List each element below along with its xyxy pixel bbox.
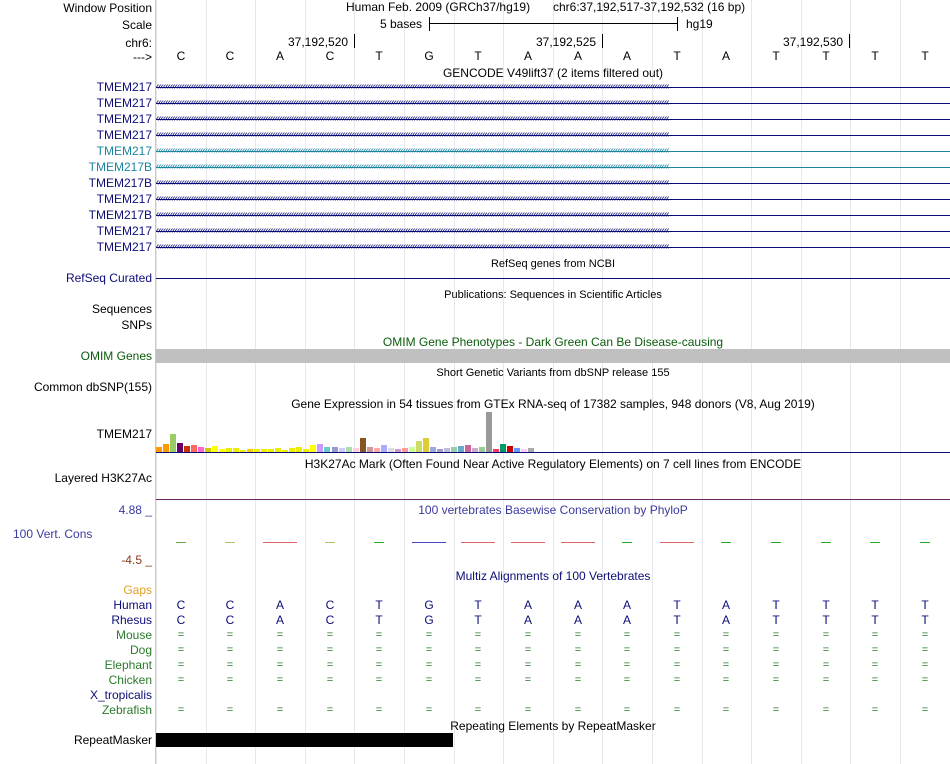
alignment-base: C — [225, 613, 235, 627]
tick-label-3: 37,192,530 — [783, 35, 844, 49]
alignment-match-mark: = — [574, 674, 582, 686]
phylop-score — [771, 542, 781, 543]
gencode-transcript-label[interactable]: TMEM217 — [96, 192, 152, 206]
phylop-score — [176, 542, 186, 543]
phylop-score — [225, 542, 235, 543]
gencode-transcript-label[interactable]: TMEM217 — [96, 224, 152, 238]
alignment-base: A — [721, 598, 730, 612]
phylop-title: 100 vertebrates Basewise Conservation by PhyloP — [418, 503, 688, 517]
alignment-base: A — [523, 598, 532, 612]
alignment-match-mark: = — [177, 629, 185, 641]
gencode-transcript-label[interactable]: TMEM217 — [96, 96, 152, 110]
alignment-match-mark: = — [673, 644, 681, 656]
alignment-match-mark: = — [623, 674, 631, 686]
dbsnp-title: Short Genetic Variants from dbSNP release 155 — [436, 367, 670, 379]
gtex-tissue-bar[interactable] — [177, 443, 183, 452]
gtex-tissue-bar[interactable] — [163, 444, 169, 452]
gtex-tissue-bar[interactable] — [500, 444, 506, 452]
alignment-match-mark: = — [474, 704, 482, 716]
alignment-match-mark: = — [474, 644, 482, 656]
gtex-tissue-bar[interactable] — [486, 412, 492, 452]
alignment-match-mark: = — [276, 644, 284, 656]
alignment-match-mark: = — [375, 629, 383, 641]
alignment-match-mark: = — [871, 629, 879, 641]
alignment-match-mark: = — [474, 659, 482, 671]
alignment-match-mark: = — [822, 674, 830, 686]
phylop-score — [263, 542, 297, 543]
scale-label: Scale — [121, 18, 152, 32]
strand-arrows: ‹‹‹‹‹‹‹‹‹‹‹‹‹‹‹‹‹‹‹‹‹‹‹‹‹‹‹‹‹‹‹‹‹‹‹‹‹‹‹‹‹‹‹‹‹‹‹‹‹‹‹‹‹‹‹‹‹‹‹‹‹‹‹‹‹‹‹‹‹‹‹‹‹‹‹‹‹‹‹‹‹‹‹‹‹‹‹‹‹‹‹‹‹‹‹‹‹‹‹‹‹‹‹‹‹‹‹‹‹‹‹‹‹‹‹‹‹‹‹‹‹‹‹‹‹‹‹‹‹‹‹‹‹‹‹‹‹‹‹‹‹‹‹‹‹‹‹‹‹‹‹‹‹‹‹‹‹‹‹‹‹‹‹‹‹‹‹‹‹‹‹‹‹‹‹‹‹‹‹‹‹‹‹‹‹‹‹‹‹‹‹‹‹‹‹‹‹‹‹‹‹‹‹‹‹‹‹‹‹‹‹‹‹‹‹‹‹‹‹‹ — [156, 162, 669, 172]
strand-arrows: ‹‹‹‹‹‹‹‹‹‹‹‹‹‹‹‹‹‹‹‹‹‹‹‹‹‹‹‹‹‹‹‹‹‹‹‹‹‹‹‹‹‹‹‹‹‹‹‹‹‹‹‹‹‹‹‹‹‹‹‹‹‹‹‹‹‹‹‹‹‹‹‹‹‹‹‹‹‹‹‹‹‹‹‹‹‹‹‹‹‹‹‹‹‹‹‹‹‹‹‹‹‹‹‹‹‹‹‹‹‹‹‹‹‹‹‹‹‹‹‹‹‹‹‹‹‹‹‹‹‹‹‹‹‹‹‹‹‹‹‹‹‹‹‹‹‹‹‹‹‹‹‹‹‹‹‹‹‹‹‹‹‹‹‹‹‹‹‹‹‹‹‹‹‹‹‹‹‹‹‹‹‹‹‹‹‹‹‹‹‹‹‹‹‹‹‹‹‹‹‹‹‹‹‹‹‹‹‹‹‹‹‹‹‹‹‹‹‹‹‹ — [156, 178, 669, 188]
scale-text: 5 bases — [380, 17, 423, 31]
repeatmasker-label[interactable]: RepeatMasker — [73, 733, 152, 747]
base-letter: A — [573, 49, 582, 63]
gtex-tissue-bar[interactable] — [317, 444, 323, 452]
alignment-base: T — [871, 613, 879, 627]
gtex-gene-line — [156, 452, 950, 453]
alignment-match-mark: = — [574, 704, 582, 716]
alignment-match-mark: = — [177, 644, 185, 656]
alignment-base: C — [325, 598, 335, 612]
species-label[interactable]: X_tropicalis — [89, 688, 152, 702]
phylop-score — [561, 542, 595, 543]
species-label[interactable]: Human — [113, 598, 152, 612]
refseq-label[interactable]: RefSeq Curated — [65, 271, 152, 285]
alignment-match-mark: = — [474, 674, 482, 686]
window-position-label: Window Position — [63, 1, 152, 15]
alignment-match-mark: = — [276, 674, 284, 686]
strand-arrows: ‹‹‹‹‹‹‹‹‹‹‹‹‹‹‹‹‹‹‹‹‹‹‹‹‹‹‹‹‹‹‹‹‹‹‹‹‹‹‹‹‹‹‹‹‹‹‹‹‹‹‹‹‹‹‹‹‹‹‹‹‹‹‹‹‹‹‹‹‹‹‹‹‹‹‹‹‹‹‹‹‹‹‹‹‹‹‹‹‹‹‹‹‹‹‹‹‹‹‹‹‹‹‹‹‹‹‹‹‹‹‹‹‹‹‹‹‹‹‹‹‹‹‹‹‹‹‹‹‹‹‹‹‹‹‹‹‹‹‹‹‹‹‹‹‹‹‹‹‹‹‹‹‹‹‹‹‹‹‹‹‹‹‹‹‹‹‹‹‹‹‹‹‹‹‹‹‹‹‹‹‹‹‹‹‹‹‹‹‹‹‹‹‹‹‹‹‹‹‹‹‹‹‹‹‹‹‹‹‹‹‹‹‹‹‹‹‹‹‹‹ — [156, 82, 669, 92]
gaps-label[interactable]: Gaps — [123, 583, 152, 597]
alignment-base: G — [424, 598, 434, 612]
alignment-base: T — [474, 613, 482, 627]
species-label[interactable]: Chicken — [108, 673, 152, 687]
alignment-match-mark: = — [375, 704, 383, 716]
alignment-match-mark: = — [474, 629, 482, 641]
alignment-match-mark: = — [226, 659, 234, 671]
gencode-transcript-label[interactable]: TMEM217 — [96, 80, 152, 94]
scale-bar-left — [429, 17, 430, 31]
alignment-base: A — [523, 613, 532, 627]
h3k27ac-label[interactable]: Layered H3K27Ac — [54, 471, 152, 485]
alignment-match-mark: = — [673, 659, 681, 671]
alignment-match-mark: = — [276, 659, 284, 671]
position-text: chr6:37,192,517-37,192,532 (16 bp) — [553, 0, 746, 14]
alignment-match-mark: = — [276, 704, 284, 716]
strand-arrows: ‹‹‹‹‹‹‹‹‹‹‹‹‹‹‹‹‹‹‹‹‹‹‹‹‹‹‹‹‹‹‹‹‹‹‹‹‹‹‹‹‹‹‹‹‹‹‹‹‹‹‹‹‹‹‹‹‹‹‹‹‹‹‹‹‹‹‹‹‹‹‹‹‹‹‹‹‹‹‹‹‹‹‹‹‹‹‹‹‹‹‹‹‹‹‹‹‹‹‹‹‹‹‹‹‹‹‹‹‹‹‹‹‹‹‹‹‹‹‹‹‹‹‹‹‹‹‹‹‹‹‹‹‹‹‹‹‹‹‹‹‹‹‹‹‹‹‹‹‹‹‹‹‹‹‹‹‹‹‹‹‹‹‹‹‹‹‹‹‹‹‹‹‹‹‹‹‹‹‹‹‹‹‹‹‹‹‹‹‹‹‹‹‹‹‹‹‹‹‹‹‹‹‹‹‹‹‹‹‹‹‹‹‹‹‹‹‹‹‹‹ — [156, 242, 669, 252]
alignment-match-mark: = — [326, 704, 334, 716]
species-label[interactable]: Rhesus — [111, 613, 152, 627]
h3k27ac-title: H3K27Ac Mark (Often Found Near Active Regulatory Elements) on 7 cell lines from ENCODE — [304, 457, 802, 471]
scale-bar-right — [677, 17, 678, 31]
alignment-match-mark: = — [326, 629, 334, 641]
alignment-match-mark: = — [772, 644, 780, 656]
alignment-match-mark: = — [871, 644, 879, 656]
tick-mark-2 — [602, 34, 603, 48]
alignment-match-mark: = — [623, 629, 631, 641]
alignment-match-mark: = — [425, 644, 433, 656]
omim-title: OMIM Gene Phenotypes - Dark Green Can Be Disease-causing — [382, 335, 724, 349]
gencode-transcript-label[interactable]: TMEM217 — [96, 144, 152, 158]
alignment-match-mark: = — [524, 629, 532, 641]
alignment-match-mark: = — [871, 659, 879, 671]
base-letter: T — [474, 49, 482, 63]
alignment-match-mark: = — [326, 659, 334, 671]
alignment-match-mark: = — [326, 674, 334, 686]
alignment-base: C — [176, 598, 186, 612]
alignment-match-mark: = — [722, 629, 730, 641]
sequences-label[interactable]: Sequences — [91, 302, 152, 316]
repeatmasker-title: Repeating Elements by RepeatMasker — [450, 719, 656, 733]
refseq-gene-line[interactable] — [156, 278, 950, 279]
phylop-score — [374, 542, 384, 543]
alignment-base: A — [275, 613, 284, 627]
base-letter: C — [225, 49, 235, 63]
strand-label: ---> — [133, 50, 152, 64]
omim-label[interactable]: OMIM Genes — [80, 349, 152, 363]
gtex-tissue-bar[interactable] — [360, 438, 366, 452]
alignment-match-mark: = — [226, 674, 234, 686]
phylop-score — [412, 542, 446, 543]
snps-label[interactable]: SNPs — [121, 318, 152, 332]
assembly-text: Human Feb. 2009 (GRCh37/hg19) — [346, 0, 531, 14]
base-letter: T — [375, 49, 383, 63]
alignment-base: C — [176, 613, 186, 627]
gencode-transcript-label[interactable]: TMEM217B — [88, 160, 152, 174]
phylop-min-label: -4.5 _ — [121, 553, 152, 567]
alignment-match-mark: = — [574, 659, 582, 671]
alignment-base: A — [275, 598, 284, 612]
gtex-title: Gene Expression in 54 tissues from GTEx RNA-seq of 17382 samples, 948 donors (V8, Aug 2019) — [291, 397, 815, 411]
omim-bar[interactable] — [156, 349, 950, 363]
gencode-transcript-label[interactable]: TMEM217 — [96, 112, 152, 126]
gencode-transcript-label[interactable]: TMEM217 — [96, 240, 152, 254]
alignment-base: T — [375, 598, 383, 612]
gtex-tissue-bar[interactable] — [170, 434, 176, 452]
alignment-base: T — [375, 613, 383, 627]
base-letter: A — [523, 49, 532, 63]
strand-arrows: ‹‹‹‹‹‹‹‹‹‹‹‹‹‹‹‹‹‹‹‹‹‹‹‹‹‹‹‹‹‹‹‹‹‹‹‹‹‹‹‹‹‹‹‹‹‹‹‹‹‹‹‹‹‹‹‹‹‹‹‹‹‹‹‹‹‹‹‹‹‹‹‹‹‹‹‹‹‹‹‹‹‹‹‹‹‹‹‹‹‹‹‹‹‹‹‹‹‹‹‹‹‹‹‹‹‹‹‹‹‹‹‹‹‹‹‹‹‹‹‹‹‹‹‹‹‹‹‹‹‹‹‹‹‹‹‹‹‹‹‹‹‹‹‹‹‹‹‹‹‹‹‹‹‹‹‹‹‹‹‹‹‹‹‹‹‹‹‹‹‹‹‹‹‹‹‹‹‹‹‹‹‹‹‹‹‹‹‹‹‹‹‹‹‹‹‹‹‹‹‹‹‹‹‹‹‹‹‹‹‹‹‹‹‹‹‹‹‹‹‹ — [156, 146, 669, 156]
alignment-match-mark: = — [772, 674, 780, 686]
base-letter: C — [325, 49, 335, 63]
alignment-match-mark: = — [673, 629, 681, 641]
alignment-match-mark: = — [326, 644, 334, 656]
alignment-match-mark: = — [524, 644, 532, 656]
alignment-match-mark: = — [623, 659, 631, 671]
gencode-transcript-label[interactable]: TMEM217B — [88, 208, 152, 222]
phylop-label[interactable]: 100 Vert. Cons — [13, 527, 93, 541]
strand-arrows: ‹‹‹‹‹‹‹‹‹‹‹‹‹‹‹‹‹‹‹‹‹‹‹‹‹‹‹‹‹‹‹‹‹‹‹‹‹‹‹‹‹‹‹‹‹‹‹‹‹‹‹‹‹‹‹‹‹‹‹‹‹‹‹‹‹‹‹‹‹‹‹‹‹‹‹‹‹‹‹‹‹‹‹‹‹‹‹‹‹‹‹‹‹‹‹‹‹‹‹‹‹‹‹‹‹‹‹‹‹‹‹‹‹‹‹‹‹‹‹‹‹‹‹‹‹‹‹‹‹‹‹‹‹‹‹‹‹‹‹‹‹‹‹‹‹‹‹‹‹‹‹‹‹‹‹‹‹‹‹‹‹‹‹‹‹‹‹‹‹‹‹‹‹‹‹‹‹‹‹‹‹‹‹‹‹‹‹‹‹‹‹‹‹‹‹‹‹‹‹‹‹‹‹‹‹‹‹‹‹‹‹‹‹‹‹‹‹‹‹‹ — [156, 210, 669, 220]
alignment-match-mark: = — [623, 704, 631, 716]
alignment-base: C — [325, 613, 335, 627]
base-letter: G — [424, 49, 434, 63]
alignment-match-mark: = — [921, 659, 929, 671]
alignment-match-mark: = — [524, 704, 532, 716]
alignment-match-mark: = — [226, 704, 234, 716]
alignment-match-mark: = — [425, 629, 433, 641]
strand-arrows: ‹‹‹‹‹‹‹‹‹‹‹‹‹‹‹‹‹‹‹‹‹‹‹‹‹‹‹‹‹‹‹‹‹‹‹‹‹‹‹‹‹‹‹‹‹‹‹‹‹‹‹‹‹‹‹‹‹‹‹‹‹‹‹‹‹‹‹‹‹‹‹‹‹‹‹‹‹‹‹‹‹‹‹‹‹‹‹‹‹‹‹‹‹‹‹‹‹‹‹‹‹‹‹‹‹‹‹‹‹‹‹‹‹‹‹‹‹‹‹‹‹‹‹‹‹‹‹‹‹‹‹‹‹‹‹‹‹‹‹‹‹‹‹‹‹‹‹‹‹‹‹‹‹‹‹‹‹‹‹‹‹‹‹‹‹‹‹‹‹‹‹‹‹‹‹‹‹‹‹‹‹‹‹‹‹‹‹‹‹‹‹‹‹‹‹‹‹‹‹‹‹‹‹‹‹‹‹‹‹‹‹‹‹‹‹‹‹‹‹‹ — [156, 226, 669, 236]
dbsnp-label[interactable]: Common dbSNP(155) — [33, 380, 152, 394]
phylop-score — [461, 542, 495, 543]
alignment-base: T — [772, 598, 780, 612]
alignment-match-mark: = — [921, 704, 929, 716]
gtex-tissue-bar[interactable] — [423, 438, 429, 452]
alignment-match-mark: = — [226, 644, 234, 656]
base-letter: T — [822, 49, 830, 63]
alignment-match-mark: = — [772, 704, 780, 716]
base-letter: T — [921, 49, 929, 63]
tick-mark-1 — [354, 34, 355, 48]
species-label[interactable]: Elephant — [104, 658, 152, 672]
gtex-label[interactable]: TMEM217 — [96, 427, 152, 441]
multiz-title: Multiz Alignments of 100 Vertebrates — [455, 569, 651, 583]
alignment-match-mark: = — [177, 704, 185, 716]
tick-label-1: 37,192,520 — [288, 35, 349, 49]
species-label[interactable]: Dog — [129, 643, 152, 657]
base-letter: T — [871, 49, 879, 63]
alignment-match-mark: = — [921, 674, 929, 686]
alignment-match-mark: = — [822, 644, 830, 656]
strand-arrows: ‹‹‹‹‹‹‹‹‹‹‹‹‹‹‹‹‹‹‹‹‹‹‹‹‹‹‹‹‹‹‹‹‹‹‹‹‹‹‹‹‹‹‹‹‹‹‹‹‹‹‹‹‹‹‹‹‹‹‹‹‹‹‹‹‹‹‹‹‹‹‹‹‹‹‹‹‹‹‹‹‹‹‹‹‹‹‹‹‹‹‹‹‹‹‹‹‹‹‹‹‹‹‹‹‹‹‹‹‹‹‹‹‹‹‹‹‹‹‹‹‹‹‹‹‹‹‹‹‹‹‹‹‹‹‹‹‹‹‹‹‹‹‹‹‹‹‹‹‹‹‹‹‹‹‹‹‹‹‹‹‹‹‹‹‹‹‹‹‹‹‹‹‹‹‹‹‹‹‹‹‹‹‹‹‹‹‹‹‹‹‹‹‹‹‹‹‹‹‹‹‹‹‹‹‹‹‹‹‹‹‹‹‹‹‹‹‹‹‹‹ — [156, 194, 669, 204]
alignment-base: A — [573, 598, 582, 612]
chrom-label: chr6: — [125, 36, 152, 50]
alignment-base: T — [822, 598, 830, 612]
alignment-match-mark: = — [375, 659, 383, 671]
alignment-base: A — [721, 613, 730, 627]
alignment-match-mark: = — [673, 704, 681, 716]
gtex-tissue-bar[interactable] — [381, 445, 387, 452]
phylop-score — [325, 542, 335, 543]
base-letter: T — [673, 49, 681, 63]
alignment-match-mark: = — [375, 674, 383, 686]
alignment-base: A — [622, 598, 631, 612]
base-letter: A — [721, 49, 730, 63]
base-letter: T — [772, 49, 780, 63]
alignment-match-mark: = — [822, 659, 830, 671]
alignment-match-mark: = — [871, 674, 879, 686]
base-letter: A — [275, 49, 284, 63]
phylop-score — [660, 542, 694, 543]
gtex-tissue-bar[interactable] — [310, 445, 316, 452]
species-label[interactable]: Mouse — [115, 628, 152, 642]
base-letter: C — [176, 49, 186, 63]
alignment-match-mark: = — [871, 704, 879, 716]
alignment-match-mark: = — [425, 704, 433, 716]
alignment-match-mark: = — [375, 644, 383, 656]
alignment-match-mark: = — [226, 629, 234, 641]
tick-mark-3 — [849, 34, 850, 48]
alignment-match-mark: = — [822, 704, 830, 716]
repeatmasker-element[interactable] — [156, 733, 453, 747]
alignment-match-mark: = — [722, 704, 730, 716]
scale-bar — [429, 23, 678, 24]
species-label[interactable]: Zebrafish — [101, 703, 152, 717]
alignment-match-mark: = — [177, 659, 185, 671]
h3k27ac-baseline — [156, 499, 950, 500]
alignment-match-mark: = — [772, 629, 780, 641]
gencode-title: GENCODE V49lift37 (2 items filtered out) — [442, 66, 664, 80]
phylop-score — [511, 542, 545, 543]
strand-arrows: ‹‹‹‹‹‹‹‹‹‹‹‹‹‹‹‹‹‹‹‹‹‹‹‹‹‹‹‹‹‹‹‹‹‹‹‹‹‹‹‹‹‹‹‹‹‹‹‹‹‹‹‹‹‹‹‹‹‹‹‹‹‹‹‹‹‹‹‹‹‹‹‹‹‹‹‹‹‹‹‹‹‹‹‹‹‹‹‹‹‹‹‹‹‹‹‹‹‹‹‹‹‹‹‹‹‹‹‹‹‹‹‹‹‹‹‹‹‹‹‹‹‹‹‹‹‹‹‹‹‹‹‹‹‹‹‹‹‹‹‹‹‹‹‹‹‹‹‹‹‹‹‹‹‹‹‹‹‹‹‹‹‹‹‹‹‹‹‹‹‹‹‹‹‹‹‹‹‹‹‹‹‹‹‹‹‹‹‹‹‹‹‹‹‹‹‹‹‹‹‹‹‹‹‹‹‹‹‹‹‹‹‹‹‹‹‹‹‹‹‹ — [156, 130, 669, 140]
alignment-match-mark: = — [623, 644, 631, 656]
strand-arrows: ‹‹‹‹‹‹‹‹‹‹‹‹‹‹‹‹‹‹‹‹‹‹‹‹‹‹‹‹‹‹‹‹‹‹‹‹‹‹‹‹‹‹‹‹‹‹‹‹‹‹‹‹‹‹‹‹‹‹‹‹‹‹‹‹‹‹‹‹‹‹‹‹‹‹‹‹‹‹‹‹‹‹‹‹‹‹‹‹‹‹‹‹‹‹‹‹‹‹‹‹‹‹‹‹‹‹‹‹‹‹‹‹‹‹‹‹‹‹‹‹‹‹‹‹‹‹‹‹‹‹‹‹‹‹‹‹‹‹‹‹‹‹‹‹‹‹‹‹‹‹‹‹‹‹‹‹‹‹‹‹‹‹‹‹‹‹‹‹‹‹‹‹‹‹‹‹‹‹‹‹‹‹‹‹‹‹‹‹‹‹‹‹‹‹‹‹‹‹‹‹‹‹‹‹‹‹‹‹‹‹‹‹‹‹‹‹‹‹‹‹ — [156, 98, 669, 108]
alignment-match-mark: = — [722, 659, 730, 671]
phylop-score — [622, 542, 632, 543]
alignment-match-mark: = — [673, 674, 681, 686]
alignment-match-mark: = — [921, 644, 929, 656]
alignment-base: A — [573, 613, 582, 627]
gtex-tissue-bar[interactable] — [416, 441, 422, 452]
alignment-base: T — [921, 613, 929, 627]
alignment-match-mark: = — [276, 629, 284, 641]
alignment-match-mark: = — [524, 674, 532, 686]
alignment-match-mark: = — [921, 629, 929, 641]
alignment-match-mark: = — [425, 659, 433, 671]
alignment-match-mark: = — [722, 644, 730, 656]
alignment-match-mark: = — [574, 629, 582, 641]
alignment-match-mark: = — [822, 629, 830, 641]
alignment-base: A — [622, 613, 631, 627]
phylop-score — [821, 542, 831, 543]
alignment-base: T — [921, 598, 929, 612]
gtex-tissue-bar[interactable] — [465, 445, 471, 452]
tick-label-2: 37,192,525 — [536, 35, 597, 49]
phylop-score — [870, 542, 880, 543]
gtex-tissue-bar[interactable] — [191, 445, 197, 452]
alignment-base: C — [225, 598, 235, 612]
db-text: hg19 — [686, 17, 713, 31]
alignment-match-mark: = — [772, 659, 780, 671]
gencode-transcript-label[interactable]: TMEM217B — [88, 176, 152, 190]
alignment-base: T — [673, 598, 681, 612]
alignment-match-mark: = — [177, 674, 185, 686]
alignment-match-mark: = — [722, 674, 730, 686]
alignment-base: G — [424, 613, 434, 627]
publications-title: Publications: Sequences in Scientific Articles — [444, 289, 662, 301]
alignment-base: T — [772, 613, 780, 627]
phylop-max-label: 4.88 _ — [118, 503, 152, 517]
alignment-match-mark: = — [425, 674, 433, 686]
alignment-base: T — [673, 613, 681, 627]
alignment-base: T — [474, 598, 482, 612]
gencode-transcript-label[interactable]: TMEM217 — [96, 128, 152, 142]
alignment-base: T — [871, 598, 879, 612]
phylop-score — [920, 542, 930, 543]
phylop-score — [721, 542, 731, 543]
alignment-match-mark: = — [524, 659, 532, 671]
alignment-base: T — [822, 613, 830, 627]
strand-arrows: ‹‹‹‹‹‹‹‹‹‹‹‹‹‹‹‹‹‹‹‹‹‹‹‹‹‹‹‹‹‹‹‹‹‹‹‹‹‹‹‹‹‹‹‹‹‹‹‹‹‹‹‹‹‹‹‹‹‹‹‹‹‹‹‹‹‹‹‹‹‹‹‹‹‹‹‹‹‹‹‹‹‹‹‹‹‹‹‹‹‹‹‹‹‹‹‹‹‹‹‹‹‹‹‹‹‹‹‹‹‹‹‹‹‹‹‹‹‹‹‹‹‹‹‹‹‹‹‹‹‹‹‹‹‹‹‹‹‹‹‹‹‹‹‹‹‹‹‹‹‹‹‹‹‹‹‹‹‹‹‹‹‹‹‹‹‹‹‹‹‹‹‹‹‹‹‹‹‹‹‹‹‹‹‹‹‹‹‹‹‹‹‹‹‹‹‹‹‹‹‹‹‹‹‹‹‹‹‹‹‹‹‹‹‹‹‹‹‹‹‹ — [156, 114, 669, 124]
base-letter: A — [622, 49, 631, 63]
refseq-title: RefSeq genes from NCBI — [490, 258, 616, 270]
alignment-match-mark: = — [574, 644, 582, 656]
